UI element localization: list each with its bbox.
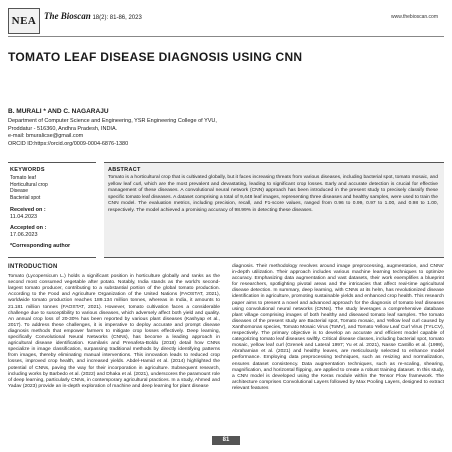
- corresponding-author-note: *Corresponding author: [10, 243, 71, 249]
- received-label: Received on :: [10, 207, 46, 213]
- header-divider: [8, 36, 444, 37]
- right-column: [232, 264, 444, 392]
- keyword-item: Disease: [10, 188, 29, 194]
- author-affiliation: [8, 118, 217, 148]
- body-text: diagnosis. Their methodology revolves around image preprocessing, augmentation, and CNNs' in-depth utilization. Their approach includes various machine learning techniques to optimize accuracy. Emphasizing data augmentation and vast datasets, their work exemplifies a blueprint for researchers, spotlighting pivotal areas and the intricacies that affect real-time agricultural disease detection. In summary, deep learning, with CNNs at its helm, has revolutionized disease identification in agriculture, promoting sustainable yields and enhanced crop health. This research paper aims to present a novel and advanced approach for the diagnosis of tomato leaf diseases using convolutional neural networks (CNNs). The study leverages a comprehensive database plant village comprising images of both healthy and diseased tomato leaf samples. The tomato diseases of the present study are Bacterial spot, Tomato mosaic, and Yellow leaf curl caused by Xanthomonas species, Tomato Mosaic Virus (ToMV), and Tomato Yellow Leaf Curl Virus (TYLCV), respectively. The primary objective is to develop an accurate and efficient model capable of categorizing tomato leaf diseases swiftly. Critical disease classes, including bacterial spot, tomato mosaic, yellow leaf curl (Grenek and Lateral 1997; Yu et al. 2021), Nasse Castillo et al. (1999), Abrahamian et al. (2021) and healthy leaves, are meticulously selected to enhance model performance. Employing data preprocessing techniques, such as resizing and normalization, ensures dataset consistency. Data augmentation techniques, such as re-scaling, shearing, magnification, and horizontal flipping, are applied to create a robust training dataset. In this study, a CNN model is developed using the Keras module within the Tensor Flow framework. The architecture comprises Convolutional Layers followed by Max Pooling Layers, designed to extract relevant features: [232, 264, 444, 391]
- keywords-list: [10, 175, 48, 201]
- affiliation-line: Proddatur - 516360, Andhra Pradesh, INDIA.: [8, 125, 118, 132]
- accepted-label: Accepted on :: [10, 225, 47, 231]
- introduction-heading: INTRODUCTION: [8, 264, 58, 270]
- accepted-date: [10, 225, 46, 239]
- received-date: [10, 207, 46, 221]
- keyword-item: Tomato leaf: [10, 175, 36, 181]
- journal-website[interactable]: www.thebioscan.com: [391, 14, 438, 20]
- paper-authors: B. MURALI * AND C. NAGARAJU: [8, 108, 109, 115]
- affiliation-line: Department of Computer Science and Engineering, YSR Engineering College of YVU,: [8, 118, 217, 124]
- keywords-panel: [8, 162, 96, 258]
- journal-volume: 18(2): 81-86, 2023: [92, 15, 142, 21]
- journal-name: The Bioscan: [44, 11, 91, 21]
- journal-header: [8, 8, 444, 34]
- page-number: 81: [212, 436, 240, 445]
- keywords-heading: KEYWORDS: [10, 167, 45, 173]
- journal-logo: NEA: [8, 8, 40, 34]
- introduction-text: Tomato (Lycopersicum L.) holds a significant position in horticulture globally and ranks as the second most consumed vegetable after potato. Notably, India stands as the world's second-largest tomato producer, contributing to a substantial portion of the global tomato production. According to the Food and Agriculture Organization of the United Nations (FAOSTAT, 2021), worldwide tomato production reaches 189.134 million tonnes, whereas in India, it amounts to 21.181 million tonnes (FAOSTAT, 2021). However, tomato cultivation faces a considerable challenge due to susceptibility to various diseases, which adversely affect both yield and quality. An annual crop loss of 20-30% has been reported by various plant diseases (Kashyap et al., 2017). To address these challenges, it is imperative to deploy accurate and prompt disease diagnosis methods that empower farmers to mitigate crop losses effectively. Deep learning, specifically Convolutional Neural Networks (CNNs), has become a leading approach in agricultural disease identification. Kamilaris and Prenafeta-Boldu (2018) detail how CNNs specialize in image classification, surpassing traditional methods by directly identifying patterns from images, thereby eliminating manual interventions. This innovation leads to reduced crop losses, improved crop health, and increased yields. Abdel-Hamid et al. (2014) highlighted the potential of CNNs, paving the way for their incorporation in agriculture. Subsequent research, including works by Barbedo et al. (2022) and Dhaka et al. (2021), underscores the paramount role of deep learning, particularly CNNs, in contemporary agricultural practices. In a study, Ahmed and Yadav (2023) provide an in-depth exploration of machine and deep learning for plant disease: [8, 274, 220, 389]
- keyword-item: Horticultural crop: [10, 181, 48, 188]
- abstract-panel: [104, 162, 444, 258]
- keyword-item: Bacterial spot: [10, 194, 41, 201]
- author-email[interactable]: e-mail: bmuralicse@gmail.com: [8, 133, 84, 139]
- accepted-value: 17.06.2023: [10, 232, 38, 238]
- left-column: [8, 264, 220, 390]
- author-orcid[interactable]: ORCID ID:https://orcid.org/0009-0004-6876-1380: [8, 140, 129, 147]
- abstract-text: Tomato is a horticultural crop that is cultivated globally, but it faces increasing threats from various diseases, including bacterial spot, tomato mosaic, and yellow leaf curl, which are the most prevalent and devastating, leading to significant crop losses. Early and accurate detection is crucial for effective management of these diseases. A convolutional neural network (CNN) approach has been introduced in the present study to precisely classify these specific tomato leaf diseases. A dataset comprising a total of 9,448 leaf images, representing three diseases and healthy samples, were used to train the CNN model. The evaluation metrics, including precision, recall, and F1-score values, ranged from 0.96 to 0.99, 0.97 to 1.00, and 0.98 to 1.00, respectively. The model achieved a promising accuracy of 98.99% in detecting these diseases.: [108, 175, 438, 213]
- paper-page: [8, 6, 444, 448]
- received-value: 11.04.2023: [10, 214, 38, 220]
- abstract-heading: ABSTRACT: [108, 167, 141, 173]
- abstract-block: [8, 162, 444, 256]
- paper-title: TOMATO LEAF DISEASE DIAGNOSIS USING CNN: [8, 50, 303, 64]
- journal-citation: [44, 12, 142, 22]
